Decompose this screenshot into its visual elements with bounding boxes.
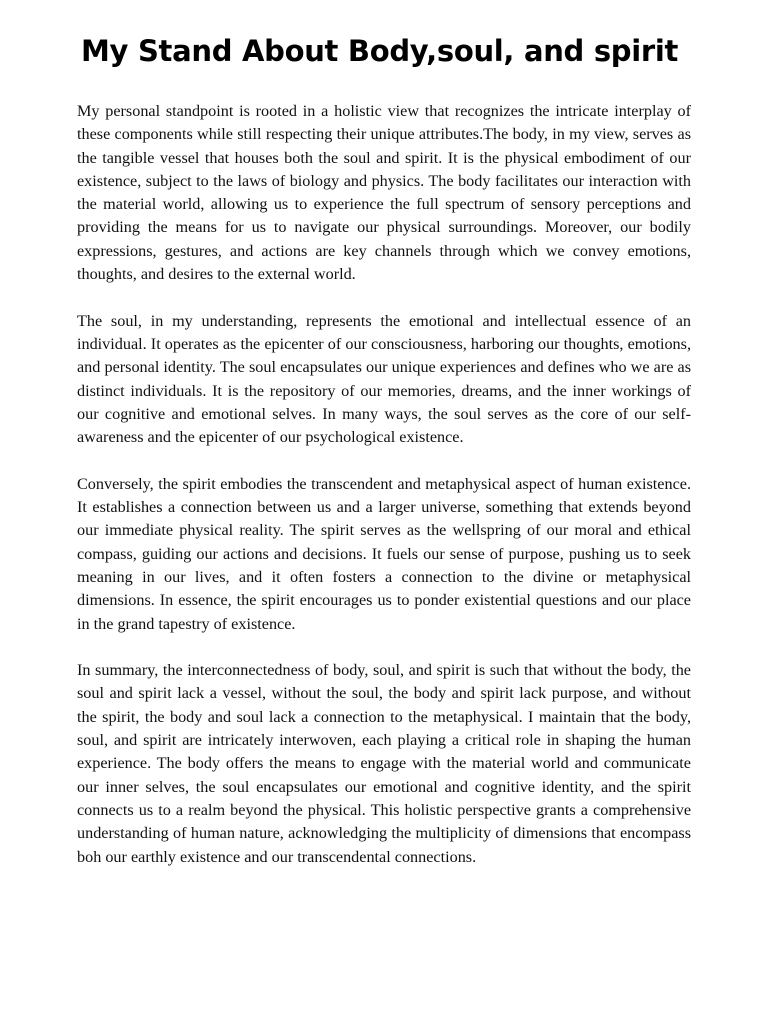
document-title: My Stand About Body,soul, and spirit (81, 34, 679, 68)
paragraph-soul: The soul, in my understanding, represents the emotional and intellectual essence of an individual. It operates as the epicenter of our consciousness, harboring our thoughts, emotions, and personal identity. The soul encapsulates our unique experiences and defines who we are as distinct individuals. It is the repository of our memories, dreams, and the inner workings of our cognitive and emotional selves. In many ways, the soul serves as the core of our self-awareness and the epicenter of our psychological existence. (77, 311, 691, 447)
paragraph-body: My personal standpoint is rooted in a holistic view that recognizes the intricate interplay of these components while still respecting their unique attributes.The body, in my view, serves as the tangible vessel that houses both the soul and spirit. It is the physical embodiment of our existence, subject to the laws of biology and physics. The body facilitates our interaction with the material world, allowing us to experience the full spectrum of sensory perceptions and providing the means for us to navigate our physical surroundings. Moreover, our bodily expressions, gestures, and actions are key channels through which we convey emotions, thoughts, and desires to the external world. (77, 102, 691, 284)
document-body (77, 100, 691, 869)
paragraph-summary: In summary, the interconnectedness of body, soul, and spirit is such that without the body, the soul and spirit lack a vessel, without the soul, the body and spirit lack purpose, and without the spirit, the body and soul lack a connection to the metaphysical. I maintain that the body, soul, and spirit are intricately interwoven, each playing a critical role in shaping the human experience. The body offers the means to engage with the material world and communicate our inner selves, the soul encapsulates our emotional and cognitive identity, and the spirit connects us to a realm beyond the physical. This holistic perspective grants a comprehensive understanding of human nature, acknowledging the multiplicity of dimensions that encompass boh our earthly existence and our transcendental connections. (77, 661, 691, 866)
paragraph-spirit: Conversely, the spirit embodies the transcendent and metaphysical aspect of human existence. It establishes a connection between us and a larger universe, something that extends beyond our immediate physical reality. The spirit serves as the wellspring of our moral and ethical compass, guiding our actions and decisions. It fuels our sense of purpose, pushing us to seek meaning in our lives, and it often fosters a connection to the divine or metaphysical dimensions. In essence, the spirit encourages us to ponder existential questions and our place in the grand tapestry of existence. (77, 474, 691, 633)
